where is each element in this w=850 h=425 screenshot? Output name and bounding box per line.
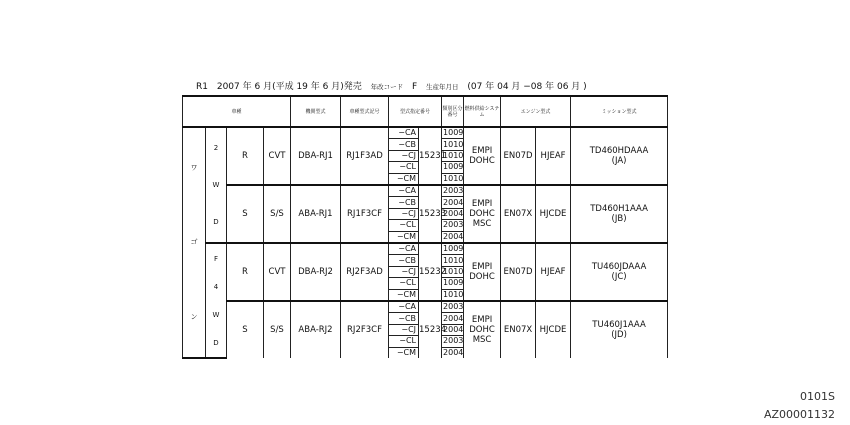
- mission-cell: HJEAF: [536, 127, 571, 185]
- col-trans: ミッション型式: [571, 96, 668, 127]
- class-cell: 1009 1010 1010 1009 1010: [442, 127, 464, 185]
- drive-4wd-cell: F 4 W D: [206, 243, 227, 358]
- type-cell: DBA-RJ1: [291, 127, 341, 185]
- code-cell: TU460JDAAA (JC): [571, 243, 668, 301]
- page-number: 0101S: [800, 390, 835, 403]
- trans-type-cell: CVT: [264, 127, 291, 185]
- suffix-cell: −CA −CB −CJ −CL −CM: [389, 185, 419, 243]
- col-fuel: 燃料供給システム: [464, 96, 501, 127]
- table-row: [183, 301, 668, 358]
- cert-cell: 15234: [419, 301, 442, 358]
- fuel-cell: EMPI DOHC MSC: [464, 185, 501, 243]
- cert-cell: 15231: [419, 127, 442, 185]
- model-code: F: [411, 82, 418, 92]
- fuel-cell: EMPI DOHC: [464, 127, 501, 185]
- engine-cell: EN07D: [501, 127, 536, 185]
- suffix-cell: −CA −CB −CJ −CL −CM: [389, 243, 419, 301]
- engine-cell: EN07D: [501, 243, 536, 301]
- spec-table: [182, 95, 668, 359]
- col-cert: 型式指定番号: [389, 96, 442, 127]
- suffix-cell: −CA −CB −CJ −CL −CM: [389, 127, 419, 185]
- model-no-cell: RJ1F3CF: [341, 185, 389, 243]
- trans-type-cell: S/S: [264, 301, 291, 358]
- class-cell: 2003 2004 2004 2003 2004: [443, 302, 464, 357]
- cert-cell: 15232: [419, 243, 442, 301]
- body-type-cell: ワ ゴ ン: [183, 127, 206, 358]
- release-date: 2007 年 6 月(平成 19 年 6 月)発売: [216, 82, 362, 92]
- grade-cell: S: [227, 301, 264, 358]
- trans-type-cell: CVT: [264, 243, 291, 301]
- model-code-label: 年改コード: [370, 83, 404, 91]
- col-grade: 車種: [183, 96, 291, 127]
- production-period: (07 年 04 月 −08 年 06 月 ): [467, 82, 587, 92]
- code-cell: TD460H1AAA (JB): [571, 185, 668, 243]
- document-id: AZ00001132: [763, 408, 835, 421]
- mission-cell: HJEAF: [536, 243, 571, 301]
- document-header: [196, 79, 593, 92]
- table-row: [183, 243, 668, 301]
- production-label: 生産年月日: [426, 83, 459, 91]
- code-cell: TD460HDAAA (JA): [571, 127, 668, 185]
- table-header-row: [183, 96, 668, 127]
- engine-cell: EN07X: [501, 185, 536, 243]
- grade-cell: R: [227, 243, 264, 301]
- fuel-cell: EMPI DOHC MSC: [464, 301, 501, 358]
- type-cell: ABA-RJ2: [291, 301, 341, 358]
- model-no-cell: RJ1F3AD: [341, 127, 389, 185]
- mission-cell: HJCDE: [536, 185, 571, 243]
- drive-2wd-cell: 2 W D: [206, 127, 227, 243]
- class-cell: 2003 2004 2004 2003 2004: [442, 185, 464, 243]
- col-type: 機関型式: [291, 96, 341, 127]
- suffix-cell: −CA −CB −CJ −CL −CM: [389, 301, 419, 358]
- trans-type-cell: S/S: [264, 185, 291, 243]
- model-no-cell: RJ2F3AD: [341, 243, 389, 301]
- mission-cell: HJCDE: [536, 301, 571, 358]
- code-cell: TU460J1AAA (JD): [571, 301, 668, 358]
- table-row: [183, 185, 668, 243]
- table-row: [183, 127, 668, 185]
- col-engine: エンジン型式: [501, 96, 571, 127]
- class-cell: 1009 1010 1010 1009 1010: [442, 243, 464, 301]
- col-model-no: 車種型式記号: [341, 96, 389, 127]
- model-name: R1: [196, 82, 208, 92]
- model-no-cell: RJ2F3CF: [341, 301, 389, 358]
- cert-cell: 15233: [419, 185, 442, 243]
- fuel-cell: EMPI DOHC: [464, 243, 501, 301]
- type-cell: ABA-RJ1: [291, 185, 341, 243]
- col-class: 類別区分番号: [442, 96, 464, 127]
- grade-cell: S: [227, 185, 264, 243]
- engine-cell: EN07X: [501, 301, 536, 358]
- grade-cell: R: [227, 127, 264, 185]
- type-cell: DBA-RJ2: [291, 243, 341, 301]
